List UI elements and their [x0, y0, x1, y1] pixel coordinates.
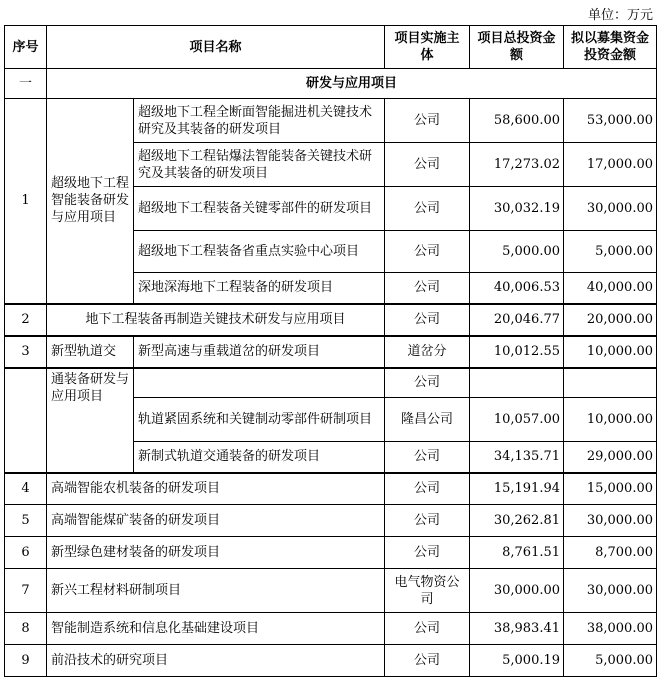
total-amount: 58,600.00	[470, 99, 564, 143]
entity: 公司	[385, 143, 470, 187]
group3-name-bottom: 通装备研发与应用项目	[47, 368, 134, 473]
table-row	[5, 304, 657, 336]
table-row	[5, 505, 657, 537]
project-name: 新兴工程材料研制项目	[47, 569, 385, 613]
table-row	[5, 613, 657, 645]
total-amount: 8,761.51	[470, 537, 564, 569]
raise-amount: 5,000.00	[564, 645, 657, 677]
project-name: 深地深海地下工程装备的研发项目	[134, 273, 385, 304]
header-total: 项目总投资金额	[470, 26, 564, 69]
raise-amount: 8,700.00	[564, 537, 657, 569]
total-amount: 30,032.19	[470, 187, 564, 231]
table-row	[5, 368, 657, 398]
raise-amount: 17,000.00	[564, 143, 657, 187]
project-name: 超级地下工程钻爆法智能装备关键技术研究及其装备的研发项目	[134, 143, 385, 187]
section-title: 研发与应用项目	[47, 69, 657, 99]
raise-amount: 20,000.00	[564, 304, 657, 336]
row-seq: 7	[5, 569, 47, 613]
entity: 公司	[385, 99, 470, 143]
header-entity: 项目实施主体	[385, 26, 470, 69]
table-row	[5, 473, 657, 505]
total-amount: 5,000.19	[470, 645, 564, 677]
total-amount: 10,057.00	[470, 398, 564, 442]
total-amount: 20,046.77	[470, 304, 564, 336]
project-name: 地下工程装备再制造关键技术研发与应用项目	[47, 304, 385, 336]
project-name: 高端智能煤矿装备的研发项目	[47, 505, 385, 537]
section-row	[5, 69, 657, 99]
group1-seq: 1	[5, 99, 47, 304]
raise-amount: 29,000.00	[564, 442, 657, 473]
group3-seq-cont	[5, 368, 47, 473]
entity: 公司	[385, 473, 470, 505]
entity: 公司	[385, 537, 470, 569]
group1-name: 超级地下工程智能装备研发与应用项目	[47, 99, 134, 304]
entity: 公司	[385, 645, 470, 677]
header-row	[5, 26, 657, 69]
project-name: 超级地下工程装备省重点实验中心项目	[134, 231, 385, 273]
project-name: 新制式轨道交通装备的研发项目	[134, 442, 385, 473]
row-seq: 9	[5, 645, 47, 677]
entity: 公司	[385, 304, 470, 336]
raise-amount: 30,000.00	[564, 569, 657, 613]
total-amount: 15,191.94	[470, 473, 564, 505]
project-name	[134, 368, 385, 398]
total-amount: 38,983.41	[470, 613, 564, 645]
raise-amount: 40,000.00	[564, 273, 657, 304]
raise-amount: 5,000.00	[564, 231, 657, 273]
project-name: 超级地下工程全断面智能掘进机关键技术研究及其装备的研发项目	[134, 99, 385, 143]
group3-seq: 3	[5, 336, 47, 368]
raise-amount: 38,000.00	[564, 613, 657, 645]
row2-seq: 2	[5, 304, 47, 336]
project-name: 高端智能农机装备的研发项目	[47, 473, 385, 505]
row-seq: 4	[5, 473, 47, 505]
group3-name-top: 新型轨道交	[47, 336, 134, 368]
total-amount: 17,273.02	[470, 143, 564, 187]
entity: 公司	[385, 187, 470, 231]
investment-table	[4, 25, 657, 677]
project-name: 智能制造系统和信息化基础建设项目	[47, 613, 385, 645]
total-amount: 34,135.71	[470, 442, 564, 473]
header-seq: 序号	[5, 26, 47, 69]
total-amount: 5,000.00	[470, 231, 564, 273]
entity: 电气物资公司	[385, 569, 470, 613]
entity: 公司	[385, 273, 470, 304]
table-row	[5, 336, 657, 368]
entity: 公司	[385, 231, 470, 273]
entity: 道岔分	[385, 336, 470, 368]
raise-amount: 30,000.00	[564, 187, 657, 231]
project-name: 新型高速与重载道岔的研发项目	[134, 336, 385, 368]
project-name: 新型绿色建材装备的研发项目	[47, 537, 385, 569]
raise-amount: 10,000.00	[564, 398, 657, 442]
row-seq: 5	[5, 505, 47, 537]
table-row	[5, 99, 657, 143]
table-row	[5, 645, 657, 677]
total-amount: 30,262.81	[470, 505, 564, 537]
entity: 公司	[385, 505, 470, 537]
total-amount	[470, 368, 564, 398]
header-raise: 拟以募集资金投资金额	[564, 26, 657, 69]
total-amount: 10,012.55	[470, 336, 564, 368]
raise-amount: 30,000.00	[564, 505, 657, 537]
entity: 公司	[385, 613, 470, 645]
raise-amount: 15,000.00	[564, 473, 657, 505]
unit-label: 单位：万元	[587, 8, 653, 23]
row-seq: 8	[5, 613, 47, 645]
total-amount: 40,006.53	[470, 273, 564, 304]
raise-amount: 53,000.00	[564, 99, 657, 143]
total-amount: 30,000.00	[470, 569, 564, 613]
project-name: 超级地下工程装备关键零部件的研发项目	[134, 187, 385, 231]
row-seq: 6	[5, 537, 47, 569]
project-name: 轨道紧固系统和关键制动零部件研制项目	[134, 398, 385, 442]
section-seq: 一	[5, 69, 47, 99]
entity: 公司	[385, 442, 470, 473]
header-name: 项目名称	[47, 26, 385, 69]
table-row	[5, 537, 657, 569]
entity: 公司	[385, 368, 470, 398]
table-row	[5, 569, 657, 613]
project-name: 前沿技术的研究项目	[47, 645, 385, 677]
raise-amount: 10,000.00	[564, 336, 657, 368]
entity: 隆昌公司	[385, 398, 470, 442]
raise-amount	[564, 368, 657, 398]
